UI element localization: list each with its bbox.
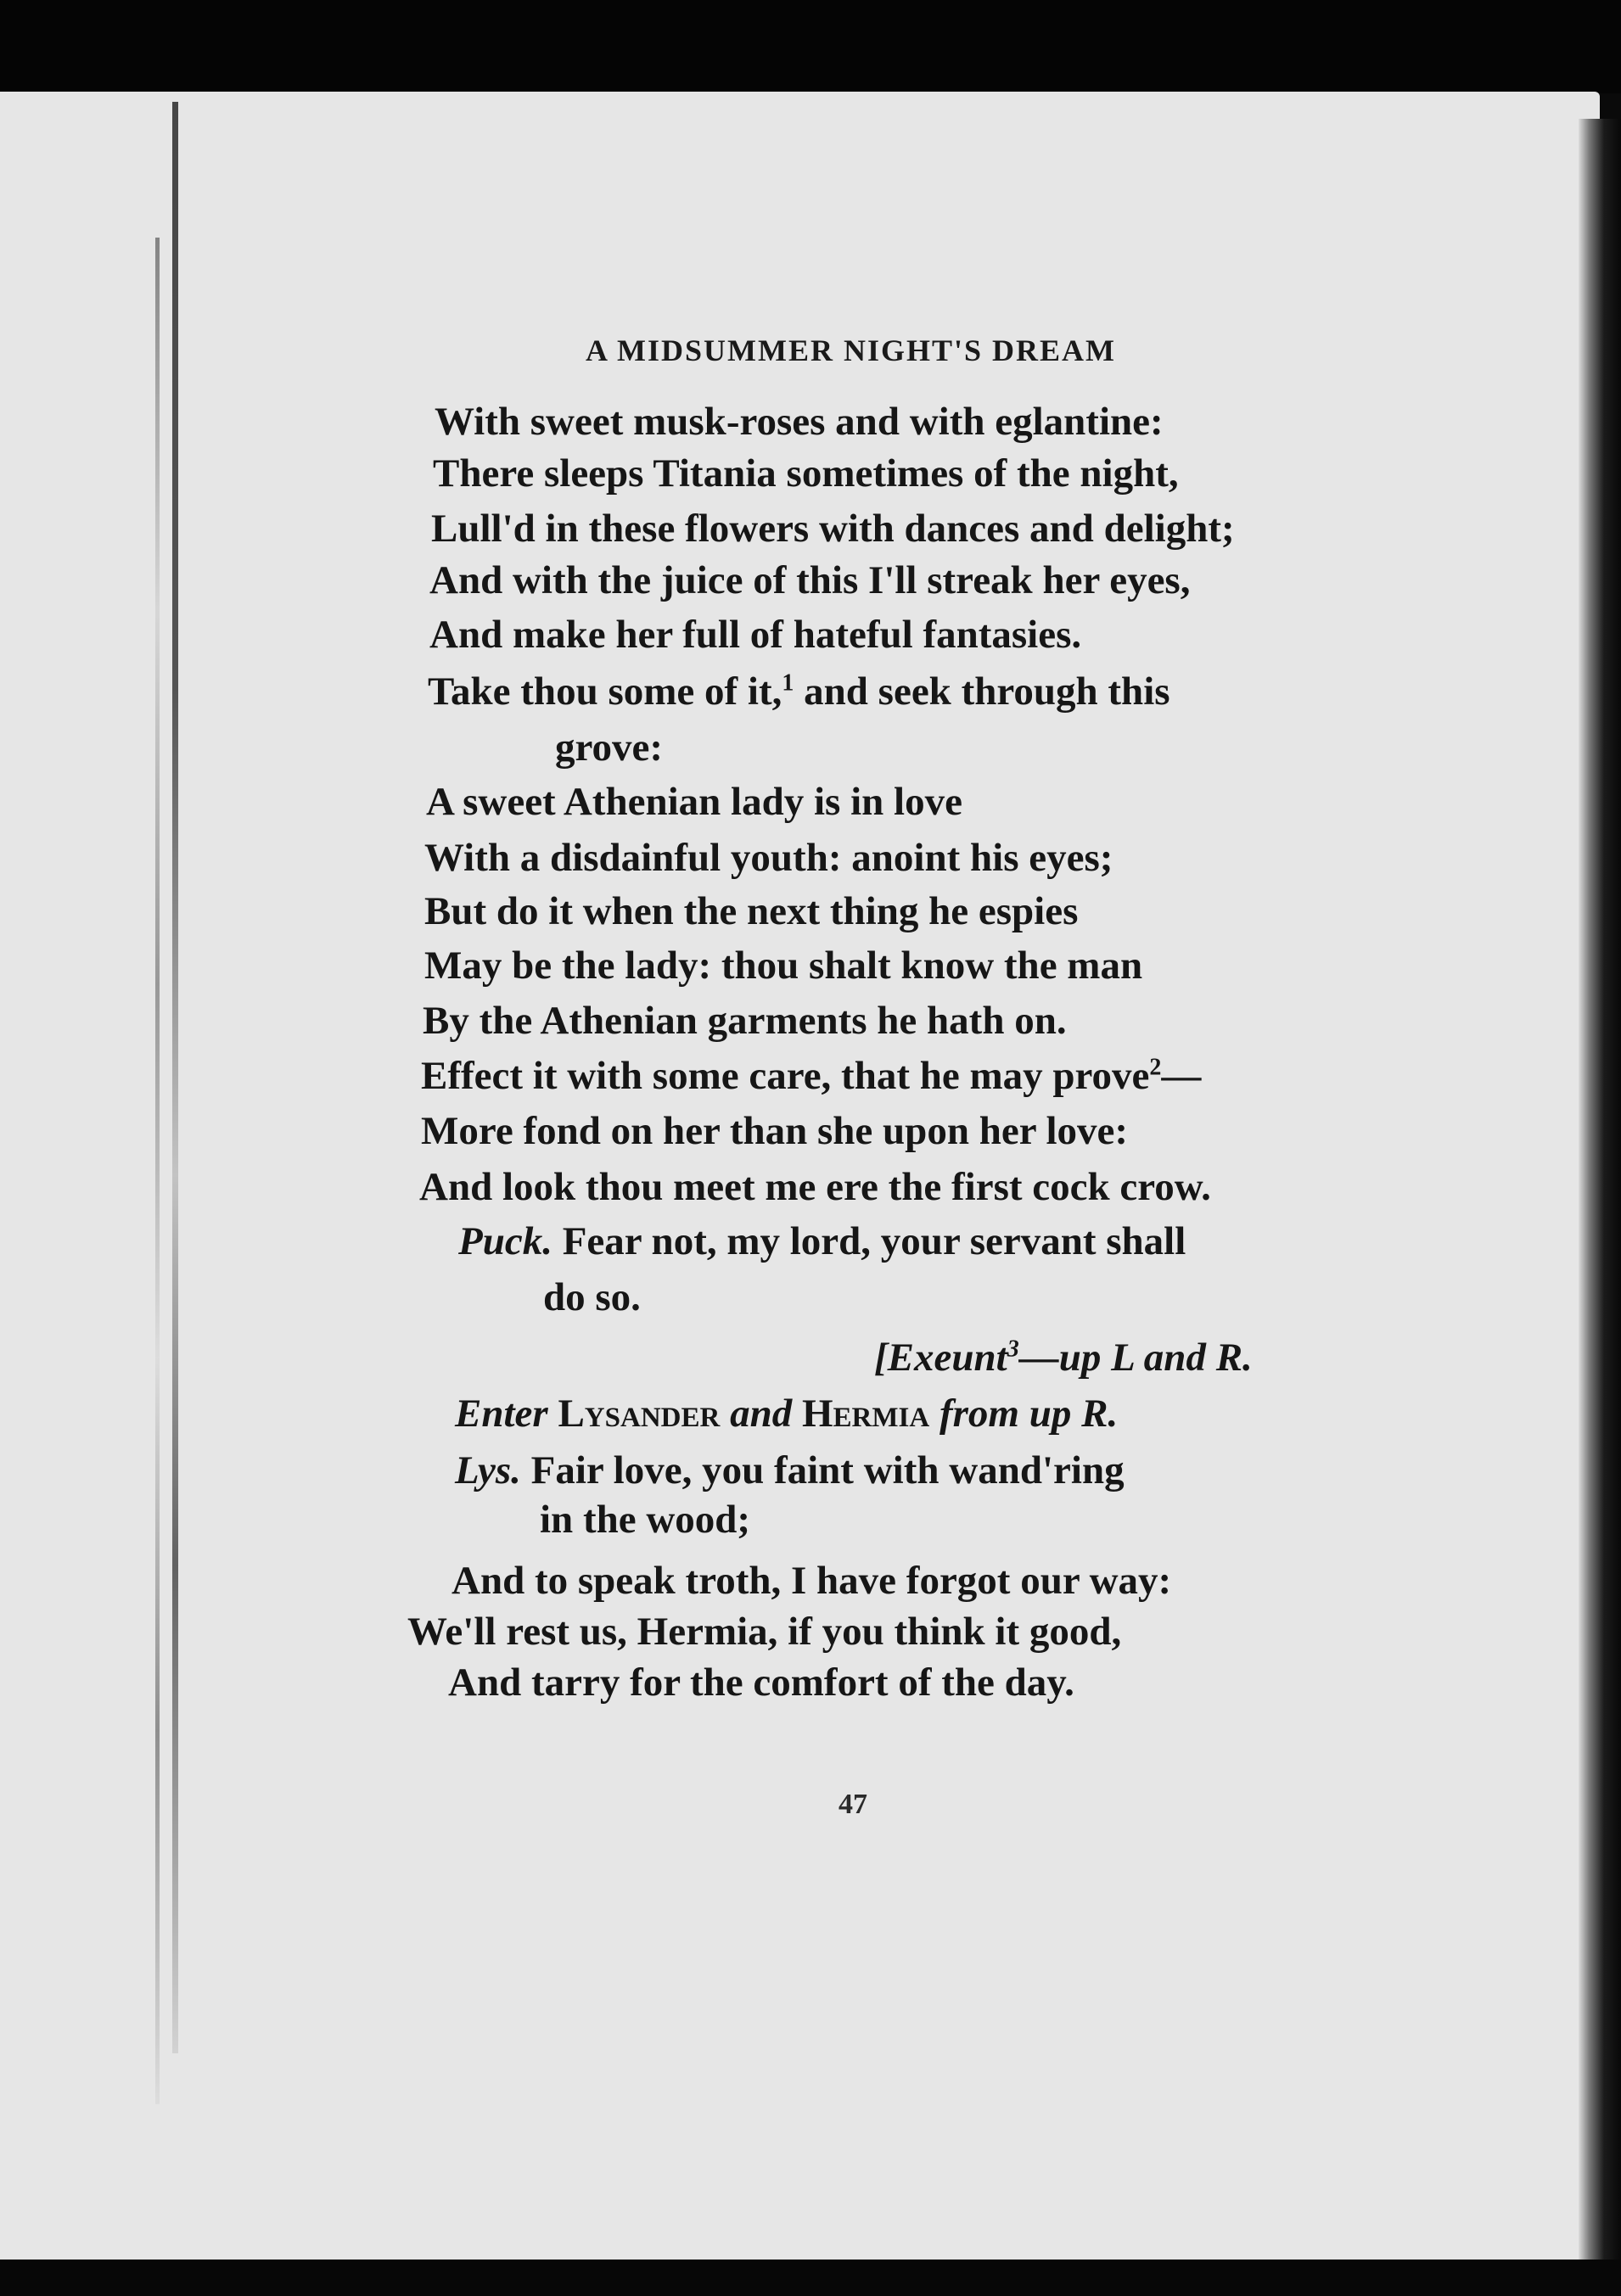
speech-puck bbox=[458, 1219, 1186, 1263]
verse-line: A sweet Athenian lady is in love bbox=[426, 780, 962, 824]
character-lysander: Lysander bbox=[558, 1392, 721, 1436]
exeunt-rest: —up L and R. bbox=[1018, 1336, 1253, 1380]
character-hermia: Hermia bbox=[801, 1392, 930, 1436]
speech-text: Fair love, you faint with wand'ring bbox=[530, 1448, 1125, 1492]
verse-line: And make her full of hateful fantasies. bbox=[429, 613, 1082, 657]
verse-line: And to speak troth, I have forgot our way: bbox=[452, 1559, 1172, 1603]
speaker-name: Puck. bbox=[458, 1219, 552, 1263]
verse-line: More fond on her than she upon her love: bbox=[421, 1109, 1129, 1153]
speech-text: Fear not, my lord, your servant shall bbox=[562, 1219, 1186, 1263]
bracket: [ bbox=[874, 1336, 888, 1380]
exeunt-word: Exeunt bbox=[887, 1336, 1007, 1380]
enter-word: Enter bbox=[455, 1392, 548, 1436]
verse-line: And look thou meet me ere the first cock crow. bbox=[419, 1165, 1211, 1209]
footnote-mark: 3 bbox=[1007, 1336, 1019, 1363]
verse-line: And with the juice of this I'll streak her eyes, bbox=[429, 558, 1191, 602]
from-direction: from up R. bbox=[939, 1392, 1119, 1436]
and-word: and bbox=[730, 1392, 793, 1436]
speech-continuation: do so. bbox=[543, 1275, 641, 1319]
scan-bottom-border bbox=[0, 2260, 1621, 2296]
dash: — bbox=[1161, 1054, 1202, 1098]
running-head: A MIDSUMMER NIGHT'S DREAM bbox=[586, 333, 1117, 367]
verse-line: But do it when the next thing he espies bbox=[424, 889, 1079, 933]
page-number: 47 bbox=[839, 1789, 867, 1820]
verse-text: Take thou some of it, bbox=[428, 669, 782, 714]
stage-direction-exeunt bbox=[874, 1338, 1253, 1378]
verse-line: And tarry for the comfort of the day. bbox=[448, 1660, 1074, 1705]
speaker-name: Lys. bbox=[455, 1448, 521, 1492]
speech-lysander bbox=[455, 1448, 1125, 1492]
verse-line: With a disdainful youth: anoint his eyes; bbox=[424, 836, 1113, 880]
verse-line: Lull'd in these flowers with dances and delight; bbox=[431, 507, 1235, 551]
verse-line-with-footnote bbox=[428, 669, 1170, 714]
stage-direction-enter bbox=[455, 1394, 1118, 1434]
page-gutter-shadow-secondary bbox=[155, 238, 160, 2104]
verse-line: May be the lady: thou shalt know the man bbox=[424, 944, 1143, 988]
verse-continuation: grove: bbox=[555, 725, 664, 770]
verse-text: and seek through this bbox=[804, 669, 1170, 714]
footnote-mark: 1 bbox=[782, 669, 794, 697]
verse-line: We'll rest us, Hermia, if you think it good, bbox=[407, 1610, 1122, 1654]
page-gutter-shadow bbox=[172, 102, 178, 2053]
footnote-mark: 2 bbox=[1149, 1054, 1162, 1081]
verse-line: There sleeps Titania sometimes of the night, bbox=[433, 451, 1179, 496]
scan-right-edge bbox=[1579, 119, 1621, 2296]
verse-line-with-footnote bbox=[421, 1056, 1201, 1096]
scan-top-border bbox=[0, 0, 1621, 93]
verse-text: Effect it with some care, that he may prove bbox=[421, 1054, 1150, 1098]
speech-continuation: in the wood; bbox=[540, 1498, 751, 1542]
verse-line: By the Athenian garments he hath on. bbox=[423, 999, 1067, 1043]
verse-line: With sweet musk-roses and with eglantine: bbox=[435, 400, 1164, 444]
